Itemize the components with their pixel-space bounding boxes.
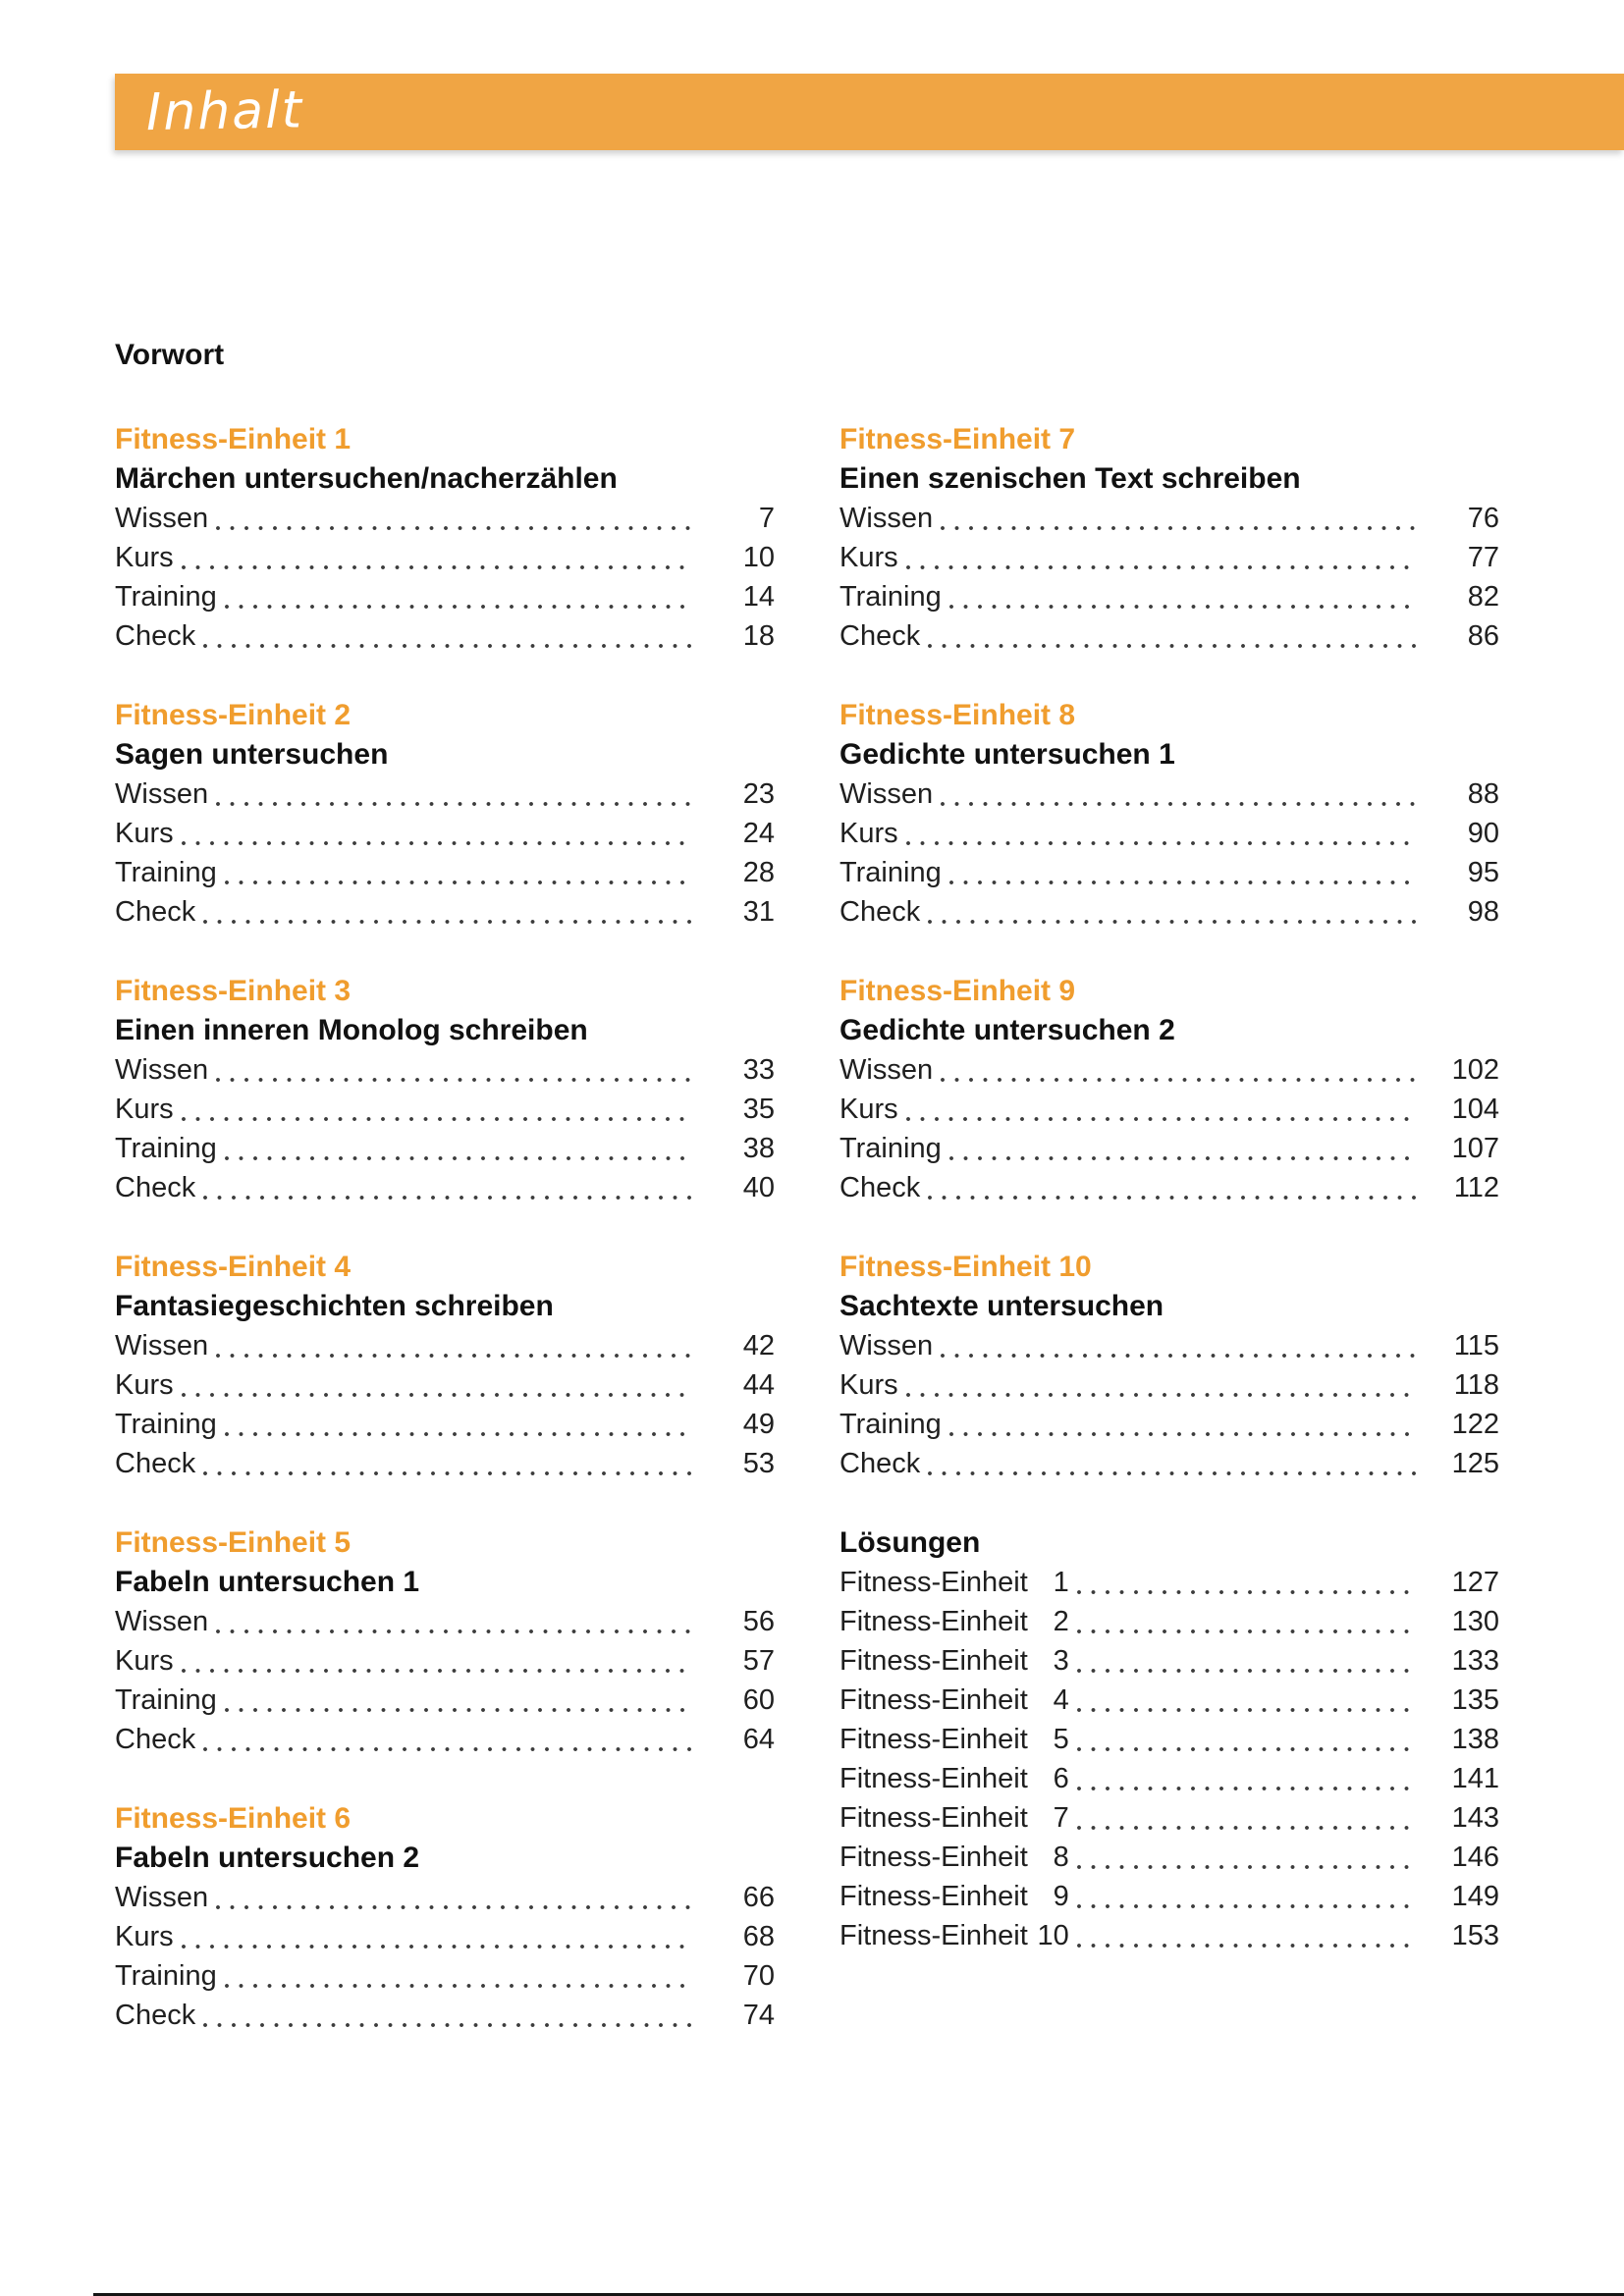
dot-leader xyxy=(216,1326,694,1365)
dot-leader xyxy=(928,1168,1419,1207)
toc-row xyxy=(115,774,775,814)
entry-label: Wissen xyxy=(115,1054,209,1086)
dot-leader xyxy=(216,1050,694,1090)
entry-label: Check xyxy=(115,1448,196,1479)
dot-leader xyxy=(203,892,694,932)
unit-number: 10 xyxy=(1037,1920,1069,1951)
entry-label: Training xyxy=(839,857,942,888)
dot-leader xyxy=(941,1326,1419,1365)
entry-label: Kurs xyxy=(115,1921,174,1952)
block-subtitle: Einen inneren Monolog schreiben xyxy=(115,1014,588,1046)
toc-row xyxy=(839,1365,1499,1405)
toc-row xyxy=(115,538,775,577)
toc-row xyxy=(839,1759,1499,1798)
entry-label: Fitness-Einheit xyxy=(839,1724,1028,1755)
toc-row xyxy=(839,1681,1499,1720)
toc-row xyxy=(839,853,1499,892)
block-title: Fitness-Einheit 1 xyxy=(115,423,352,455)
page-number: 18 xyxy=(742,620,775,652)
toc-row xyxy=(839,1405,1499,1444)
dot-leader xyxy=(1077,1916,1419,1955)
page-number: 23 xyxy=(742,778,775,810)
toc-row xyxy=(115,1996,775,2035)
dot-leader xyxy=(906,814,1419,853)
entry-label: Wissen xyxy=(115,778,209,810)
entry-label: Kurs xyxy=(839,1094,898,1125)
header-bar xyxy=(115,74,1624,150)
dot-leader xyxy=(1077,1641,1419,1681)
page-number: 14 xyxy=(742,581,775,613)
dot-leader xyxy=(1077,1759,1419,1798)
dot-leader xyxy=(182,1090,694,1129)
page-number: 76 xyxy=(1467,503,1499,534)
entry-label: Fitness-Einheit xyxy=(839,1920,1028,1951)
unit-number: 1 xyxy=(1053,1567,1069,1598)
dot-leader xyxy=(941,1050,1419,1090)
toc-row xyxy=(839,814,1499,853)
entry-label: Training xyxy=(115,1960,217,1992)
dot-leader xyxy=(203,1168,694,1207)
toc-block xyxy=(115,1523,775,1759)
page-number: 115 xyxy=(1453,1330,1499,1362)
dot-leader xyxy=(225,1129,694,1168)
block-subtitle: Fabeln untersuchen 1 xyxy=(115,1566,420,1598)
page-number: 127 xyxy=(1451,1567,1499,1598)
toc-row xyxy=(839,1168,1499,1207)
entry-label: Check xyxy=(115,896,196,928)
page-number: 86 xyxy=(1467,620,1499,652)
entry-label: Fitness-Einheit xyxy=(839,1881,1028,1912)
toc-block xyxy=(839,420,1499,656)
block-subtitle: Sagen untersuchen xyxy=(115,738,389,771)
page-number: 53 xyxy=(742,1448,775,1479)
entry-label: Kurs xyxy=(115,542,174,573)
entry-label: Check xyxy=(115,1724,196,1755)
page-number: 24 xyxy=(742,818,775,849)
entry-label: Check xyxy=(115,1172,196,1203)
block-subtitle: Märchen untersuchen/nacherzählen xyxy=(115,462,618,495)
toc-row xyxy=(839,1916,1499,1955)
block-title: Fitness-Einheit 3 xyxy=(115,975,352,1007)
page-number: 66 xyxy=(742,1882,775,1913)
entry-label: Kurs xyxy=(115,1094,174,1125)
toc-row xyxy=(839,538,1499,577)
block-subtitle: Gedichte untersuchen 2 xyxy=(839,1014,1175,1046)
unit-number: 6 xyxy=(1053,1763,1069,1794)
page-number: 90 xyxy=(1467,818,1499,849)
toc-row xyxy=(115,1326,775,1365)
page-number: 28 xyxy=(742,857,775,888)
page-number: 118 xyxy=(1453,1369,1499,1401)
toc-row xyxy=(115,814,775,853)
dot-leader xyxy=(203,1444,694,1483)
entry-label: Wissen xyxy=(839,503,934,534)
block-title: Fitness-Einheit 10 xyxy=(839,1251,1092,1283)
page-number: 122 xyxy=(1451,1409,1499,1440)
toc-row xyxy=(115,892,775,932)
page-number: 107 xyxy=(1451,1133,1499,1164)
entry-label: Training xyxy=(115,581,217,613)
toc-row xyxy=(839,577,1499,616)
dot-leader xyxy=(225,1956,694,1996)
page-number: 133 xyxy=(1451,1645,1499,1677)
page-number: 42 xyxy=(742,1330,775,1362)
entry-label: Training xyxy=(839,581,942,613)
entry-label: Wissen xyxy=(839,778,934,810)
dot-leader xyxy=(949,577,1419,616)
entry-label: Wissen xyxy=(115,503,209,534)
toc-row xyxy=(115,1365,775,1405)
toc-row xyxy=(839,1050,1499,1090)
entry-label: Fitness-Einheit xyxy=(839,1684,1028,1716)
page-number: 104 xyxy=(1451,1094,1499,1125)
toc-row xyxy=(115,1917,775,1956)
toc-row xyxy=(839,892,1499,932)
page-number: 130 xyxy=(1451,1606,1499,1637)
toc-row xyxy=(839,774,1499,814)
dot-leader xyxy=(182,538,694,577)
toc-block xyxy=(115,696,775,932)
page-number: 68 xyxy=(742,1921,775,1952)
page-number: 35 xyxy=(742,1094,775,1125)
dot-leader xyxy=(225,577,694,616)
toc-row xyxy=(115,1168,775,1207)
toc-row xyxy=(115,577,775,616)
page-number: 77 xyxy=(1467,542,1499,573)
toc-block xyxy=(115,1248,775,1483)
dot-leader xyxy=(1077,1602,1419,1641)
page-number: 149 xyxy=(1451,1881,1499,1912)
entry-label: Check xyxy=(115,620,196,652)
page-number: 64 xyxy=(742,1724,775,1755)
dot-leader xyxy=(949,853,1419,892)
dot-leader xyxy=(203,1720,694,1759)
entry-label: Kurs xyxy=(115,1645,174,1677)
toc-row xyxy=(839,1090,1499,1129)
page-number: 138 xyxy=(1451,1724,1499,1755)
block-title: Fitness-Einheit 8 xyxy=(839,699,1076,731)
entry-label: Wissen xyxy=(839,1054,934,1086)
block-subtitle: Sachtexte untersuchen xyxy=(839,1290,1164,1322)
toc-row xyxy=(839,1129,1499,1168)
dot-leader xyxy=(216,1602,694,1641)
unit-number: 5 xyxy=(1053,1724,1069,1755)
entry-label: Training xyxy=(839,1133,942,1164)
entry-label: Fitness-Einheit xyxy=(839,1842,1028,1873)
vorwort-heading: Vorwort xyxy=(115,339,225,371)
toc-column-left xyxy=(115,420,775,2075)
toc-row xyxy=(839,1602,1499,1641)
block-title: Fitness-Einheit 6 xyxy=(115,1802,352,1835)
entry-label: Kurs xyxy=(839,1369,898,1401)
toc-row xyxy=(115,1090,775,1129)
page-number: 31 xyxy=(742,896,775,928)
page-number: 146 xyxy=(1451,1842,1499,1873)
dot-leader xyxy=(906,538,1419,577)
block-title: Fitness-Einheit 2 xyxy=(115,699,352,731)
dot-leader xyxy=(1077,1720,1419,1759)
page-number: 49 xyxy=(742,1409,775,1440)
entry-label: Check xyxy=(839,896,921,928)
entry-label: Training xyxy=(115,1684,217,1716)
page-number: 82 xyxy=(1467,581,1499,613)
toc-row xyxy=(115,1602,775,1641)
toc-block xyxy=(839,696,1499,932)
dot-leader xyxy=(182,814,694,853)
entry-label: Training xyxy=(115,857,217,888)
entry-label: Check xyxy=(115,2000,196,2031)
toc-row xyxy=(839,1877,1499,1916)
page-number: 102 xyxy=(1451,1054,1499,1086)
dot-leader xyxy=(928,616,1419,656)
block-subtitle: Fantasiegeschichten schreiben xyxy=(115,1290,554,1322)
block-subtitle: Gedichte untersuchen 1 xyxy=(839,738,1175,771)
entry-label: Wissen xyxy=(839,1330,934,1362)
toc-block xyxy=(115,972,775,1207)
page-number: 95 xyxy=(1467,857,1499,888)
solutions-block xyxy=(839,1523,1499,1955)
dot-leader xyxy=(203,616,694,656)
toc-block xyxy=(839,972,1499,1207)
toc-row xyxy=(115,853,775,892)
entry-label: Fitness-Einheit xyxy=(839,1802,1028,1834)
dot-leader xyxy=(1077,1681,1419,1720)
toc-row xyxy=(839,1326,1499,1365)
toc-row xyxy=(115,1405,775,1444)
dot-leader xyxy=(1077,1838,1419,1877)
toc-row xyxy=(115,1681,775,1720)
page-number: 33 xyxy=(742,1054,775,1086)
entry-label: Wissen xyxy=(115,1606,209,1637)
dot-leader xyxy=(182,1641,694,1681)
entry-label: Kurs xyxy=(839,542,898,573)
entry-label: Check xyxy=(839,1172,921,1203)
entry-label: Kurs xyxy=(115,818,174,849)
dot-leader xyxy=(906,1365,1419,1405)
toc-row xyxy=(115,1641,775,1681)
page-number: 38 xyxy=(742,1133,775,1164)
unit-number: 3 xyxy=(1053,1645,1069,1677)
dot-leader xyxy=(203,1996,694,2035)
entry-label: Fitness-Einheit xyxy=(839,1645,1028,1677)
page-number: 98 xyxy=(1467,896,1499,928)
page-number: 44 xyxy=(742,1369,775,1401)
block-title: Fitness-Einheit 7 xyxy=(839,423,1076,455)
entry-label: Wissen xyxy=(115,1882,209,1913)
dot-leader xyxy=(949,1129,1419,1168)
toc-row xyxy=(839,499,1499,538)
block-subtitle: Einen szenischen Text schreiben xyxy=(839,462,1301,495)
block-subtitle: Fabeln untersuchen 2 xyxy=(115,1842,420,1874)
dot-leader xyxy=(216,499,694,538)
page-number: 112 xyxy=(1453,1172,1499,1203)
toc-row xyxy=(839,1798,1499,1838)
page-number: 60 xyxy=(742,1684,775,1716)
unit-number: 8 xyxy=(1053,1842,1069,1873)
entry-label: Fitness-Einheit xyxy=(839,1606,1028,1637)
toc-row xyxy=(115,616,775,656)
dot-leader xyxy=(216,1878,694,1917)
toc-row xyxy=(839,1444,1499,1483)
toc-block xyxy=(839,1248,1499,1483)
toc-row xyxy=(839,1641,1499,1681)
page-number: 74 xyxy=(742,2000,775,2031)
dot-leader xyxy=(949,1405,1419,1444)
page-number: 135 xyxy=(1451,1684,1499,1716)
block-title: Fitness-Einheit 9 xyxy=(839,975,1076,1007)
page-number: 10 xyxy=(742,542,775,573)
dot-leader xyxy=(182,1917,694,1956)
toc-row xyxy=(115,499,775,538)
page-number: 40 xyxy=(742,1172,775,1203)
dot-leader xyxy=(928,892,1419,932)
dot-leader xyxy=(1077,1877,1419,1916)
entry-label: Kurs xyxy=(839,818,898,849)
unit-number: 4 xyxy=(1053,1684,1069,1716)
page-number: 57 xyxy=(742,1645,775,1677)
dot-leader xyxy=(941,499,1419,538)
toc-row xyxy=(115,1720,775,1759)
block-title: Fitness-Einheit 4 xyxy=(115,1251,352,1283)
entry-label: Wissen xyxy=(115,1330,209,1362)
toc-row xyxy=(839,1720,1499,1759)
entry-label: Fitness-Einheit xyxy=(839,1763,1028,1794)
toc-block xyxy=(115,420,775,656)
page-number: 56 xyxy=(742,1606,775,1637)
dot-leader xyxy=(225,1405,694,1444)
dot-leader xyxy=(906,1090,1419,1129)
toc-row xyxy=(115,1050,775,1090)
page-number: 88 xyxy=(1467,778,1499,810)
dot-leader xyxy=(225,1681,694,1720)
block-title: Lösungen xyxy=(839,1526,981,1559)
dot-leader xyxy=(941,774,1419,814)
toc-row xyxy=(839,616,1499,656)
entry-label: Training xyxy=(839,1409,942,1440)
toc-row xyxy=(839,1838,1499,1877)
page-number: 153 xyxy=(1451,1920,1499,1951)
dot-leader xyxy=(1077,1798,1419,1838)
entry-label: Check xyxy=(839,620,921,652)
toc-column-right xyxy=(839,420,1499,1996)
unit-number: 7 xyxy=(1053,1802,1069,1834)
page-number: 70 xyxy=(742,1960,775,1992)
toc-row xyxy=(839,1563,1499,1602)
unit-number: 2 xyxy=(1053,1606,1069,1637)
toc-row xyxy=(115,1956,775,1996)
entry-label: Training xyxy=(115,1409,217,1440)
toc-row xyxy=(115,1129,775,1168)
entry-label: Training xyxy=(115,1133,217,1164)
entry-label: Check xyxy=(839,1448,921,1479)
block-title: Fitness-Einheit 5 xyxy=(115,1526,352,1559)
dot-leader xyxy=(216,774,694,814)
page-number: 7 xyxy=(758,503,775,534)
dot-leader xyxy=(928,1444,1419,1483)
page-number: 125 xyxy=(1451,1448,1499,1479)
page-number: 141 xyxy=(1451,1763,1499,1794)
entry-label: Fitness-Einheit xyxy=(839,1567,1028,1598)
toc-row xyxy=(115,1878,775,1917)
page-title: Inhalt xyxy=(145,80,304,143)
toc-row xyxy=(115,1444,775,1483)
unit-number: 9 xyxy=(1053,1881,1069,1912)
toc-block xyxy=(115,1799,775,2035)
page-number: 143 xyxy=(1451,1802,1499,1834)
entry-label: Kurs xyxy=(115,1369,174,1401)
dot-leader xyxy=(182,1365,694,1405)
dot-leader xyxy=(225,853,694,892)
dot-leader xyxy=(1077,1563,1419,1602)
